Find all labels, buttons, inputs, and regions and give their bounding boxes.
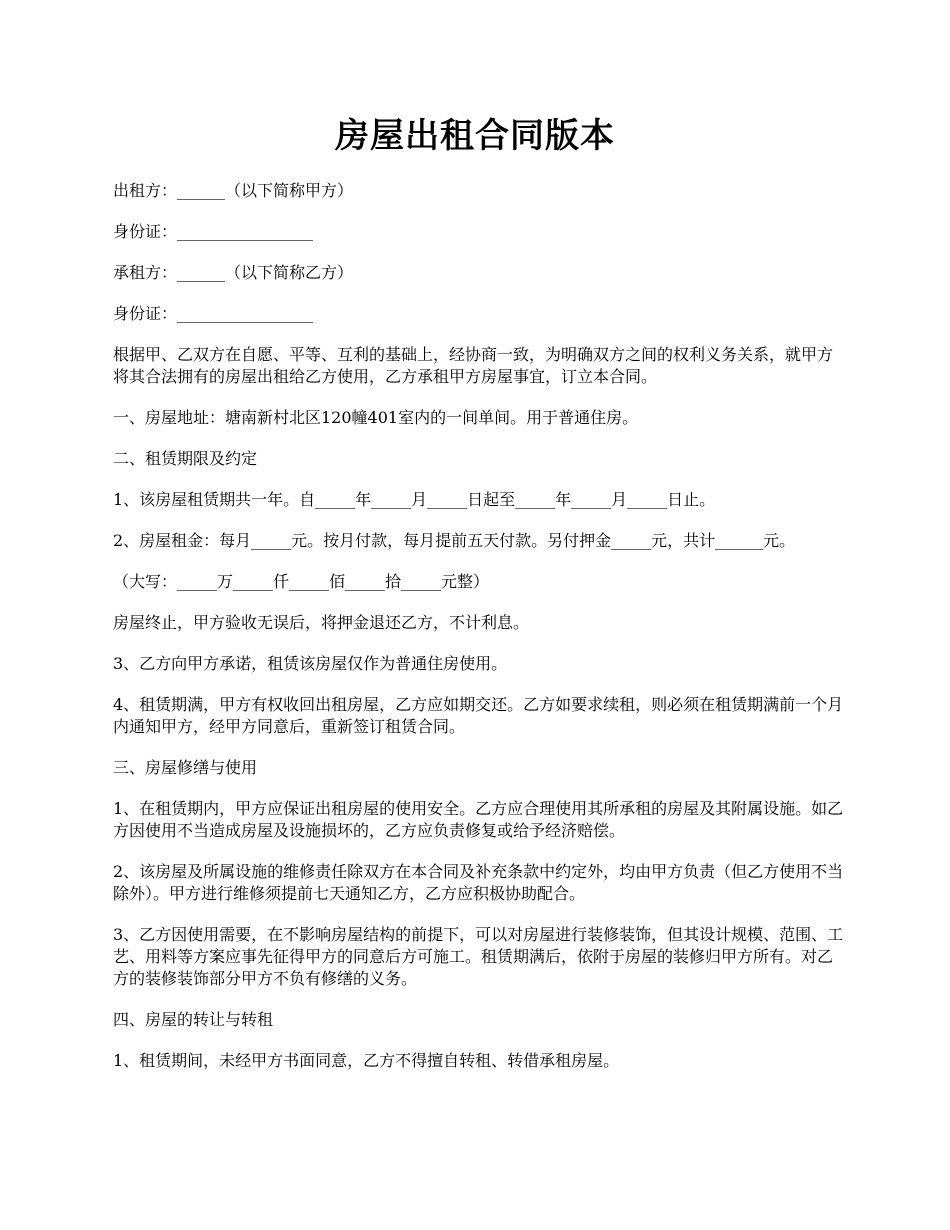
document-title: 房屋出租合同版本 [335, 116, 615, 156]
clause-2-2-rent: 2、房屋租金：每月_____元。按月付款，每月提前五天付款。另付押金_____元，共计______元。 [113, 531, 796, 550]
section-1-address: 一、房屋地址：塘南新村北区120幢401室内的一间单间。用于普通住房。 [113, 408, 639, 427]
clause-3-3-decoration: 3、乙方因使用需要，在不影响房屋结构的前提下，可以对房屋进行装修装饰，但其设计规模、范围、工艺、用料等方案应事先征得甲方的同意后方可施工。租赁期满后，依附于房屋的装修归甲方所有。对乙方的装修装饰部分甲方不负有修缮的义务。 [113, 925, 844, 988]
lessor-id-line: 身份证：_________________ [113, 222, 314, 241]
clause-3-1-safety: 1、在租赁期内，甲方应保证出租房屋的使用安全。乙方应合理使用其所承租的房屋及其附属设施。如乙方因使用不当造成房屋及设施损坏的，乙方应负责修复或给予经济赔偿。 [113, 799, 844, 840]
clause-4-1-sublet: 1、租赁期间，未经甲方书面同意，乙方不得擅自转租、转借承租房屋。 [113, 1051, 620, 1070]
clause-2-1-term: 1、该房屋租赁期共一年。自_____年_____月_____日起至_____年_____月_____日止。 [113, 490, 716, 509]
lessee-line: 承租方：______（以下简称乙方） [113, 263, 354, 282]
clause-2-2-amount-in-words: （大写：_____万_____仟_____佰_____拾_____元整） [113, 572, 490, 591]
clause-2-4-renewal: 4、租赁期满，甲方有权收回出租房屋，乙方应如期交还。乙方如要求续租，则必须在租赁期满前一个月内通知甲方，经甲方同意后，重新签订租赁合同。 [113, 695, 844, 736]
preamble-paragraph: 根据甲、乙双方在自愿、平等、互利的基础上，经协商一致，为明确双方之间的权利义务关系，就甲方将其合法拥有的房屋出租给乙方使用，乙方承租甲方房屋事宜，订立本合同。 [113, 345, 834, 386]
lessor-line: 出租方：______（以下简称甲方） [113, 181, 354, 200]
document-body [113, 180, 848, 1091]
clause-deposit-return: 房屋终止，甲方验收无误后，将押金退还乙方，不计利息。 [113, 613, 530, 632]
lessee-id-line: 身份证：_________________ [113, 304, 314, 323]
section-3-heading: 三、房屋修缮与使用 [113, 758, 258, 777]
section-2-heading: 二、租赁期限及约定 [113, 449, 258, 468]
clause-3-2-maintenance: 2、该房屋及所属设施的维修责任除双方在本合同及补充条款中约定外，均由甲方负责（但乙方使用不当除外）。甲方进行维修须提前七天通知乙方，乙方应积极协助配合。 [113, 862, 844, 903]
clause-2-3-usage: 3、乙方向甲方承诺，租赁该房屋仅作为普通住房使用。 [113, 654, 508, 673]
section-4-heading: 四、房屋的转让与转租 [113, 1010, 274, 1029]
